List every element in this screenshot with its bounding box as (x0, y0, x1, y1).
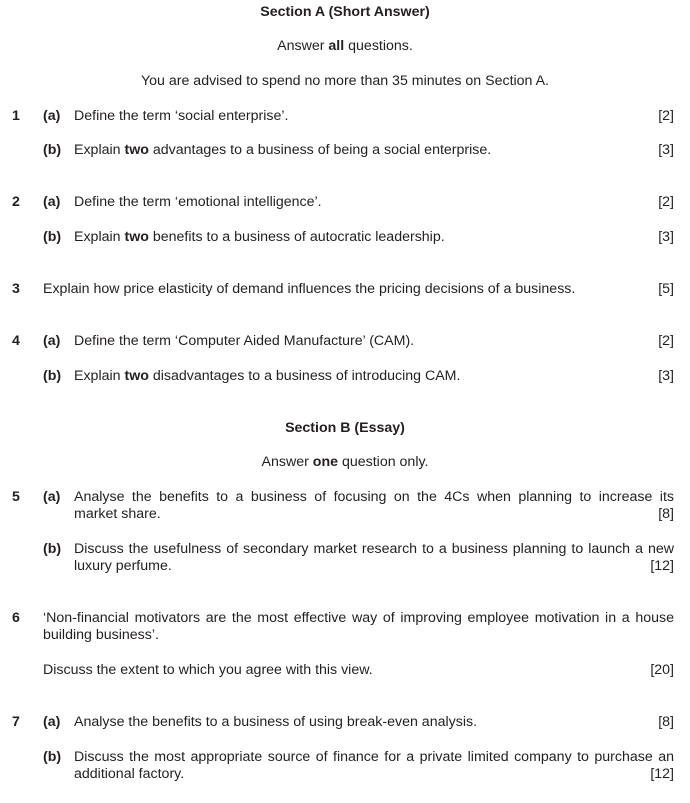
question-6-quote (43, 610, 674, 644)
question-1b-marks: [3] (658, 142, 674, 158)
question-7b-marks: [12] (650, 766, 674, 782)
question-1a-label: (a) (43, 108, 61, 124)
question-4b-text: Explain two disadvantages to a business of introducing CAM. (74, 368, 461, 384)
question-2b-text: Explain two benefits to a business of autocratic leadership. (74, 229, 445, 245)
question-5b-text (74, 541, 674, 575)
question-7-number: 7 (12, 714, 20, 730)
question-2b-marks: [3] (658, 229, 674, 245)
question-4a-label: (a) (43, 333, 61, 349)
question-7b-label: (b) (43, 749, 62, 765)
question-2a-text: Define the term ‘emotional intelligence’. (74, 194, 322, 210)
question-5-number: 5 (12, 489, 20, 505)
section-a-heading: Section A (Short Answer) (260, 4, 430, 20)
question-2-number: 2 (12, 194, 20, 210)
question-7a-marks: [8] (658, 714, 674, 730)
question-6-line-2: building business’. (43, 627, 159, 643)
question-2a-label: (a) (43, 194, 61, 210)
question-5b-label: (b) (43, 541, 62, 557)
question-5a-line-2: market share. (74, 506, 161, 522)
question-5a-marks: [8] (658, 506, 674, 522)
section-b-instruction: Answer one question only. (261, 454, 429, 470)
question-5a-line-1: Analyse the benefits to a business of focusing on the 4Cs when planning to increase its (74, 489, 674, 505)
question-5a-label: (a) (43, 489, 61, 505)
question-5b-marks: [12] (650, 558, 674, 574)
question-2a-marks: [2] (658, 194, 674, 210)
question-4a-marks: [2] (658, 333, 674, 349)
question-1b-text: Explain two advantages to a business of being a social enterprise. (74, 142, 492, 158)
question-5b-line-2: luxury perfume. (74, 558, 172, 574)
question-3-number: 3 (12, 281, 20, 297)
question-4b-label: (b) (43, 368, 62, 384)
question-6-number: 6 (12, 610, 20, 626)
question-4b-marks: [3] (658, 368, 674, 384)
question-6-prompt: Discuss the extent to which you agree with this view. (43, 662, 373, 678)
question-7b-text (74, 749, 674, 783)
question-5b-line-1: Discuss the usefulness of secondary market research to a business planning to launch a new (74, 541, 674, 557)
question-6-marks: [20] (650, 662, 674, 678)
question-6-line-1: ‘Non-financial motivators are the most effective way of improving employee motivation in a house (43, 610, 674, 626)
question-3-marks: [5] (658, 281, 674, 297)
question-1a-marks: [2] (658, 108, 674, 124)
question-7b-line-1: Discuss the most appropriate source of finance for a private limited company to purchase an (74, 749, 674, 765)
question-3-text: Explain how price elasticity of demand influences the pricing decisions of a business. (43, 281, 576, 297)
question-7b-line-2: additional factory. (74, 766, 185, 782)
question-1-number: 1 (12, 108, 20, 124)
question-4a-text: Define the term ‘Computer Aided Manufacture’ (CAM). (74, 333, 415, 349)
question-2b-label: (b) (43, 229, 62, 245)
question-7a-label: (a) (43, 714, 61, 730)
section-a-instruction: Answer all questions. (277, 38, 413, 54)
question-7a-text: Analyse the benefits to a business of using break-even analysis. (74, 714, 478, 730)
section-b-heading: Section B (Essay) (285, 420, 405, 436)
question-4-number: 4 (12, 333, 20, 349)
question-1b-label: (b) (43, 142, 62, 158)
section-a-advice: You are advised to spend no more than 35 minutes on Section A. (140, 73, 550, 89)
question-5a-text (74, 489, 674, 523)
question-1a-text: Define the term ‘social enterprise’. (74, 108, 289, 124)
